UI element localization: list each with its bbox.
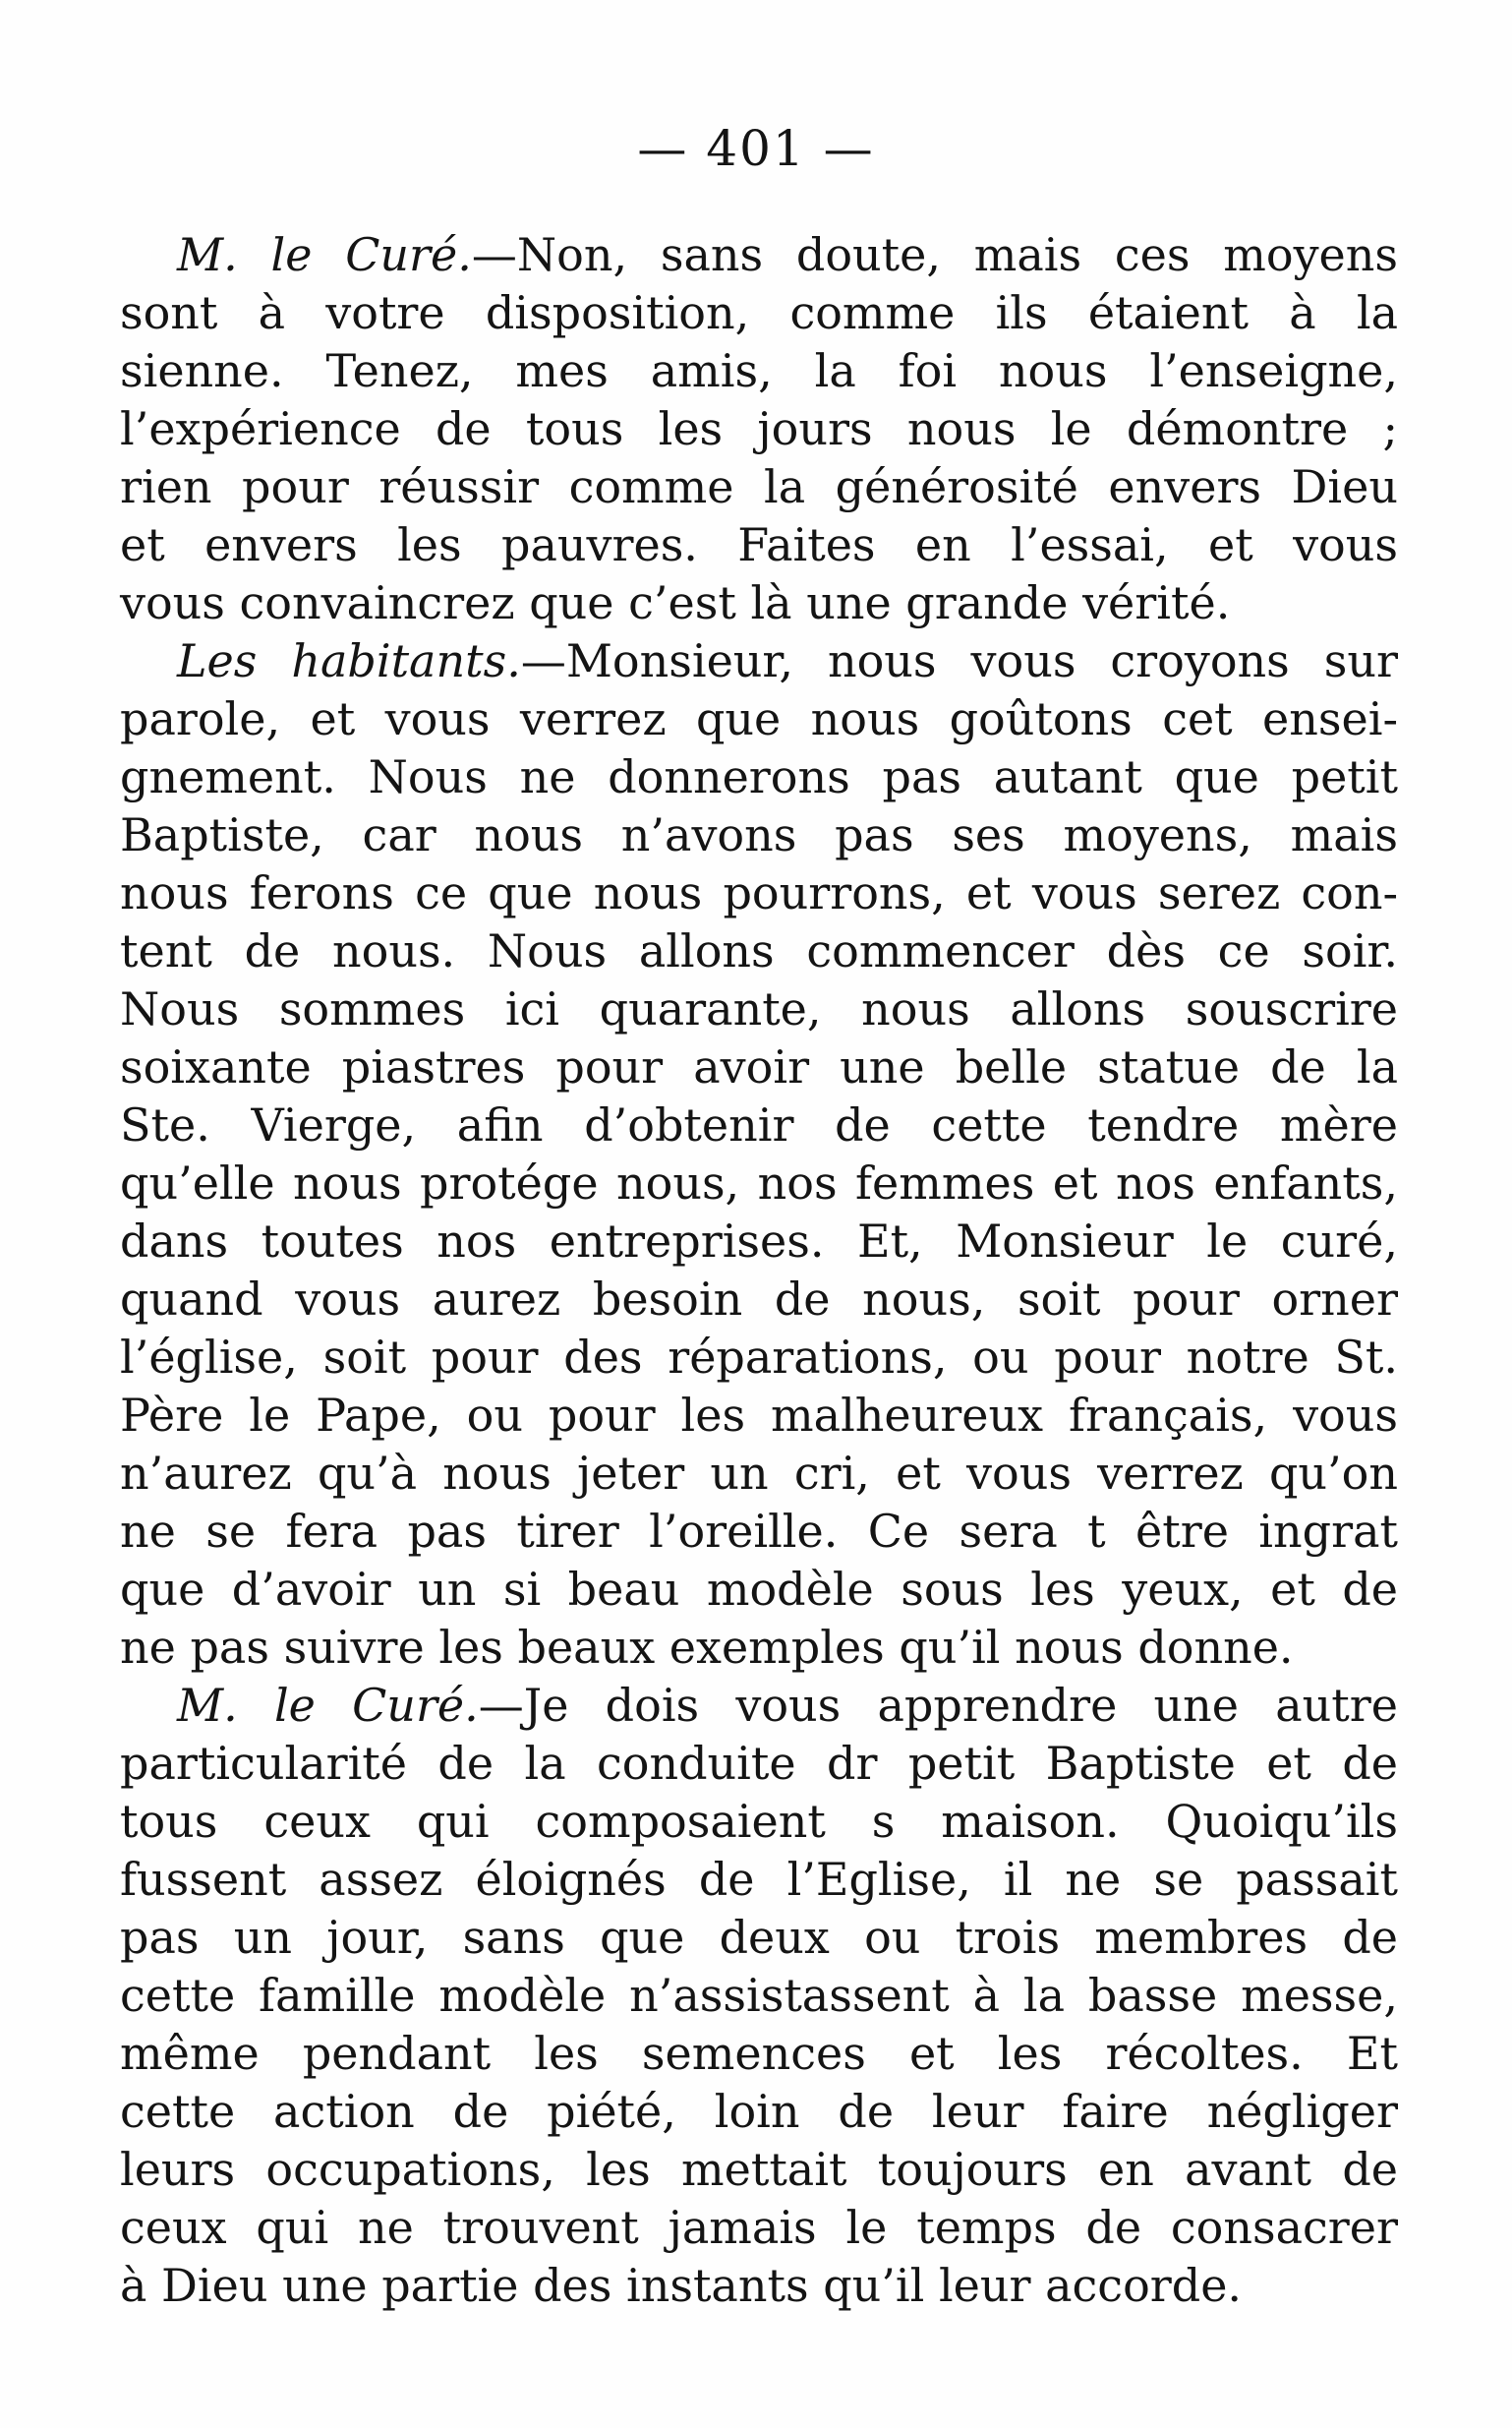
line-text: ceux qui ne trouvent jamais le temps de consacrer bbox=[120, 2201, 1398, 2254]
line-text: particularité de la conduite dr petit Baptiste et de bbox=[120, 1737, 1398, 1790]
text-line bbox=[120, 458, 1398, 516]
line-text: cette famille modèle n’assistassent à la basse messe, bbox=[120, 1969, 1398, 2022]
body-text bbox=[120, 226, 1398, 2315]
text-line bbox=[120, 1851, 1398, 1909]
line-text: qu’elle nous protége nous, nos femmes et nos enfants, bbox=[120, 1156, 1398, 1210]
speaker-name: Les habitants. bbox=[177, 634, 521, 687]
line-text: fussent assez éloignés de l’Eglise, il ne se passait bbox=[120, 1853, 1398, 1906]
text-line bbox=[120, 400, 1398, 458]
line-text: sont à votre disposition, comme ils étaient à la bbox=[120, 286, 1398, 339]
text-line bbox=[120, 1038, 1398, 1096]
line-text: pas un jour, sans que deux ou trois membres de bbox=[120, 1911, 1398, 1964]
text-line bbox=[120, 2257, 1398, 2315]
line-text: tent de nous. Nous allons commencer dès ce soir. bbox=[120, 924, 1398, 977]
line-text: Nous sommes ici quarante, nous allons souscrire bbox=[120, 982, 1398, 1036]
text-line bbox=[120, 1735, 1398, 1793]
text-line bbox=[120, 2083, 1398, 2141]
line-text: —Monsieur, nous vous croyons sur bbox=[520, 634, 1398, 687]
text-line bbox=[120, 2141, 1398, 2199]
line-text: —Je dois vous apprendre une autre bbox=[478, 1679, 1398, 1732]
text-line bbox=[120, 806, 1398, 864]
text-line bbox=[120, 1213, 1398, 1271]
text-line bbox=[120, 342, 1398, 400]
line-text: même pendant les semences et les récoltes. Et bbox=[120, 2027, 1398, 2080]
line-text: —Non, sans doute, mais ces moyens bbox=[471, 228, 1399, 281]
line-text: Baptiste, car nous n’avons pas ses moyens, mais bbox=[120, 808, 1398, 861]
text-line bbox=[120, 1967, 1398, 2025]
text-line bbox=[120, 1677, 1398, 1735]
line-text: gnement. Nous ne donnerons pas autant que petit bbox=[120, 750, 1398, 803]
line-text: vous convaincrez que c’est là une grande vérité. bbox=[120, 576, 1231, 629]
text-line bbox=[120, 1503, 1398, 1561]
text-line bbox=[120, 980, 1398, 1038]
text-line bbox=[120, 1793, 1398, 1851]
line-text: soixante piastres pour avoir une belle statue de la bbox=[120, 1040, 1398, 1094]
text-line bbox=[120, 574, 1398, 632]
line-text: que d’avoir un si beau modèle sous les yeux, et de bbox=[120, 1563, 1398, 1616]
text-line bbox=[120, 1561, 1398, 1619]
text-line bbox=[120, 284, 1398, 342]
line-text: l’église, soit pour des réparations, ou pour notre St. bbox=[120, 1331, 1398, 1384]
page-number: — 401 — bbox=[637, 120, 875, 177]
speaker-name: M. le Curé. bbox=[177, 228, 472, 281]
text-line bbox=[120, 632, 1398, 690]
text-line bbox=[120, 1271, 1398, 1329]
line-text: dans toutes nos entreprises. Et, Monsieur le curé, bbox=[120, 1214, 1398, 1268]
line-text: quand vous aurez besoin de nous, soit pour orner bbox=[120, 1273, 1398, 1326]
text-line bbox=[120, 1155, 1398, 1213]
line-text: ne pas suivre les beaux exemples qu’il nous donne. bbox=[120, 1621, 1294, 1674]
line-text: ne se fera pas tirer l’oreille. Ce sera t être ingrat bbox=[120, 1505, 1398, 1558]
text-line bbox=[120, 1909, 1398, 1967]
line-text: rien pour réussir comme la générosité envers Dieu bbox=[120, 460, 1398, 513]
line-text: sienne. Tenez, mes amis, la foi nous l’enseigne, bbox=[120, 344, 1398, 397]
text-line bbox=[120, 2199, 1398, 2257]
text-line bbox=[120, 922, 1398, 980]
line-text: Père le Pape, ou pour les malheureux français, vous bbox=[120, 1389, 1398, 1442]
line-text: Ste. Vierge, afin d’obtenir de cette tendre mère bbox=[120, 1098, 1398, 1152]
text-line bbox=[120, 2025, 1398, 2083]
text-line bbox=[120, 516, 1398, 574]
speaker-name: M. le Curé. bbox=[177, 1679, 479, 1732]
text-line bbox=[120, 748, 1398, 806]
line-text: l’expérience de tous les jours nous le démontre ; bbox=[120, 402, 1398, 455]
line-text: parole, et vous verrez que nous goûtons cet ensei- bbox=[120, 692, 1398, 745]
line-text: tous ceux qui composaient s maison. Quoiqu’ils bbox=[120, 1795, 1398, 1848]
line-text: cette action de piété, loin de leur faire négliger bbox=[120, 2085, 1398, 2138]
text-line bbox=[120, 1096, 1398, 1155]
text-line bbox=[120, 864, 1398, 922]
text-line bbox=[120, 1387, 1398, 1445]
line-text: n’aurez qu’à nous jeter un cri, et vous verrez qu’on bbox=[120, 1447, 1398, 1500]
line-text: leurs occupations, les mettait toujours en avant de bbox=[120, 2143, 1398, 2196]
text-line bbox=[120, 1329, 1398, 1387]
text-line bbox=[120, 226, 1398, 284]
line-text: et envers les pauvres. Faites en l’essai, et vous bbox=[120, 518, 1398, 571]
line-text: à Dieu une partie des instants qu’il leur accorde. bbox=[120, 2259, 1243, 2312]
text-line bbox=[120, 690, 1398, 748]
text-line bbox=[120, 1619, 1398, 1677]
text-line bbox=[120, 1445, 1398, 1503]
line-text: nous ferons ce que nous pourrons, et vous serez con- bbox=[120, 866, 1398, 919]
